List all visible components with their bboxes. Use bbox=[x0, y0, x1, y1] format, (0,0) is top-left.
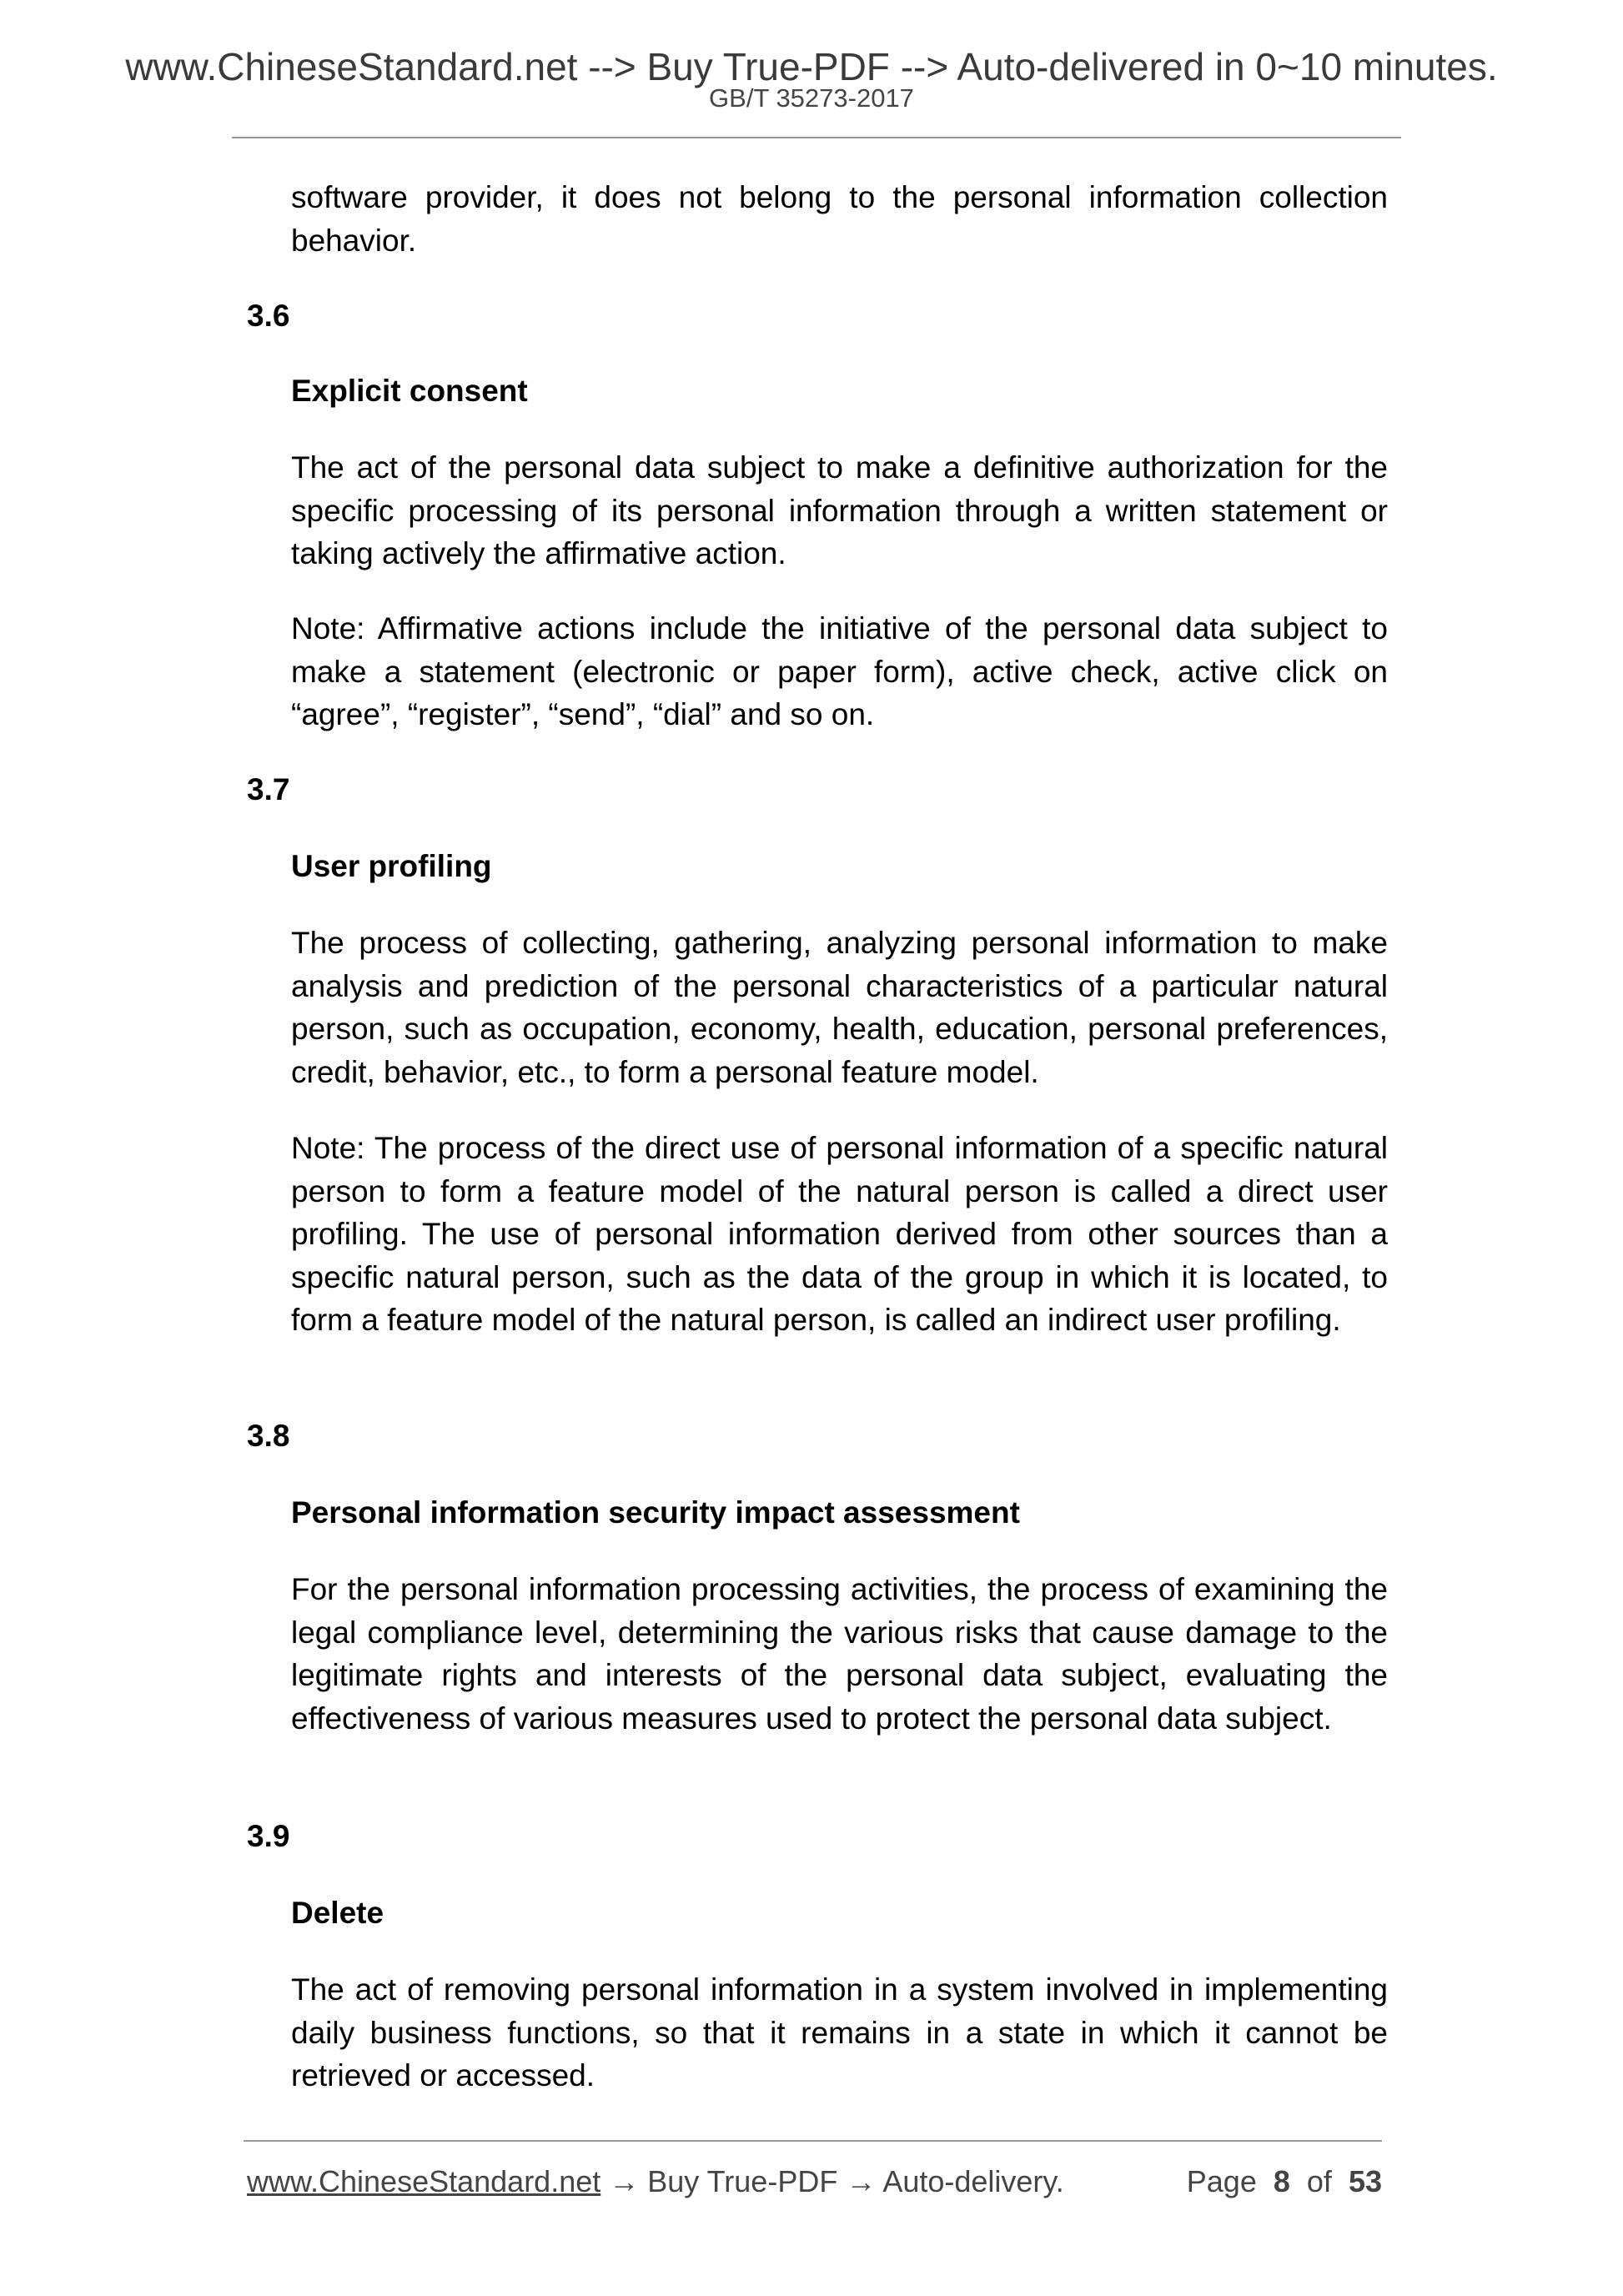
section-title: Delete bbox=[291, 1896, 384, 1930]
paragraph: The act of removing personal information in a system involved in implementing daily business functions, so that it remains in a state in which it cannot be retrieved or accessed. bbox=[291, 1972, 1388, 2093]
paragraph: The act of the personal data subject to make a definitive authorization for the specific processing of its personal information through a written statement or taking actively the affirmative action. bbox=[291, 450, 1388, 570]
section-title: Personal information security impact assessment bbox=[291, 1495, 1020, 1530]
section-number: 3.7 bbox=[247, 772, 290, 806]
footer bbox=[247, 2163, 1382, 2200]
section-title: User profiling bbox=[291, 849, 492, 883]
continuation-paragraph: software provider, it does not belong to the personal information collection behavior. bbox=[291, 180, 1388, 258]
header-divider bbox=[232, 137, 1401, 138]
of-label: of bbox=[1306, 2164, 1332, 2198]
paragraph: The process of collecting, gathering, analyzing personal information to make analysis and prediction of the personal characteristics of a particular natural person, such as occupation, economy, health, education, personal preferences, credit, behavior, etc., to form a personal feature model. bbox=[291, 926, 1388, 1089]
note-paragraph: Note: The process of the direct use of personal information of a specific natural person to form a feature model of the natural person is called a direct user profiling. The use of personal information derived from other sources than a specific natural person, such as the data of the group in which it is located, to form a feature model of the natural person, is called an indirect user profiling. bbox=[291, 1131, 1388, 1337]
footer-link[interactable]: www.ChineseStandard.net bbox=[247, 2164, 601, 2198]
paragraph: For the personal information processing activities, the process of examining the legal compliance level, determining the various risks that cause damage to the legitimate rights and interests of the personal data subject, evaluating the effectiveness of various measures used to protect the personal data subject. bbox=[291, 1572, 1388, 1736]
page-number: 8 bbox=[1273, 2164, 1290, 2198]
footer-text: → Buy True-PDF → Auto-delivery. bbox=[600, 2164, 1064, 2198]
section-title: Explicit consent bbox=[291, 374, 528, 408]
page-indicator bbox=[1187, 2163, 1382, 2200]
page-total: 53 bbox=[1348, 2164, 1382, 2198]
standard-number: GB/T 35273-2017 bbox=[709, 83, 914, 113]
header-banner: www.ChineseStandard.net --> Buy True-PDF --> Auto-delivered in 0~10 minutes. bbox=[125, 45, 1498, 88]
footer-divider bbox=[244, 2140, 1382, 2142]
note-paragraph: Note: Affirmative actions include the initiative of the personal data subject to make a statement (electronic or paper form), active check, active click on “agree”, “register”, “send”, “dial” and so on. bbox=[291, 611, 1388, 731]
page-label: Page bbox=[1186, 2164, 1257, 2198]
section-number: 3.8 bbox=[247, 1419, 290, 1453]
section-number: 3.9 bbox=[247, 1819, 290, 1853]
section-number: 3.6 bbox=[247, 299, 290, 333]
